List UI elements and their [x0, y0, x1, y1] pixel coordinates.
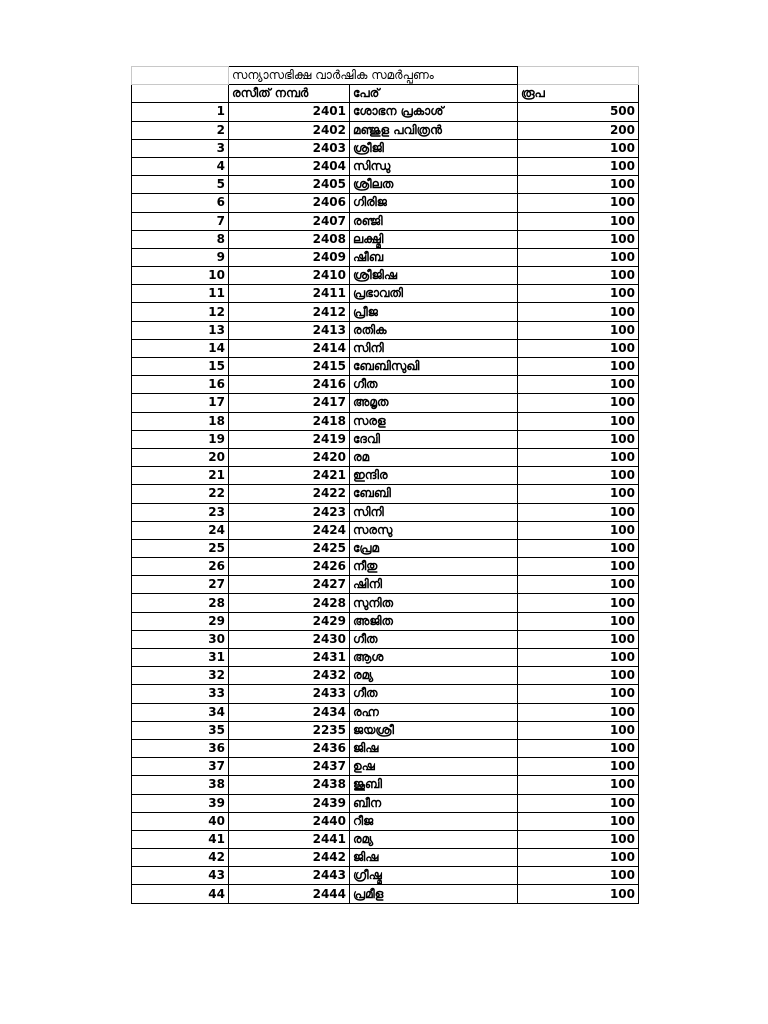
amount-cell: 100: [518, 830, 639, 848]
receipt-number-cell: 2406: [229, 194, 350, 212]
amount-cell: 100: [518, 157, 639, 175]
receipt-number-cell: 2439: [229, 794, 350, 812]
serial-number-cell: 25: [132, 539, 229, 557]
amount-cell: 100: [518, 703, 639, 721]
amount-cell: 500: [518, 103, 639, 121]
amount-cell: 100: [518, 176, 639, 194]
receipt-number-cell: 2436: [229, 739, 350, 757]
name-cell: രഞ്ജി: [350, 212, 518, 230]
name-cell: ഗീത: [350, 630, 518, 648]
amount-cell: 100: [518, 558, 639, 576]
serial-number-cell: 42: [132, 849, 229, 867]
header-row: [132, 85, 639, 103]
serial-number-cell: 8: [132, 230, 229, 248]
name-cell: ദേവി: [350, 430, 518, 448]
receipt-number-cell: 2417: [229, 394, 350, 412]
table-row: [132, 594, 639, 612]
receipt-number-cell: 2429: [229, 612, 350, 630]
name-cell: ഗീത: [350, 376, 518, 394]
amount-cell: 100: [518, 485, 639, 503]
header-amount: രൂപ: [518, 85, 639, 103]
serial-number-cell: 35: [132, 721, 229, 739]
name-cell: ശ്രീജി: [350, 139, 518, 157]
amount-cell: 100: [518, 521, 639, 539]
name-cell: നീതു: [350, 558, 518, 576]
serial-number-cell: 43: [132, 867, 229, 885]
name-cell: ആശ: [350, 649, 518, 667]
name-cell: സരള: [350, 412, 518, 430]
header-serial-blank: [132, 85, 229, 103]
table-row: [132, 285, 639, 303]
amount-cell: 100: [518, 630, 639, 648]
amount-cell: 100: [518, 412, 639, 430]
serial-number-cell: 2: [132, 121, 229, 139]
amount-cell: 100: [518, 649, 639, 667]
receipt-number-cell: 2404: [229, 157, 350, 175]
receipt-number-cell: 2412: [229, 303, 350, 321]
title-row: [132, 67, 639, 85]
serial-number-cell: 32: [132, 667, 229, 685]
table-row: [132, 157, 639, 175]
table-row: [132, 448, 639, 466]
name-cell: രമ്യ: [350, 830, 518, 848]
receipt-number-cell: 2420: [229, 448, 350, 466]
table-row: [132, 176, 639, 194]
receipt-number-cell: 2407: [229, 212, 350, 230]
amount-cell: 100: [518, 849, 639, 867]
serial-number-cell: 23: [132, 503, 229, 521]
name-cell: പ്രീജ: [350, 303, 518, 321]
serial-number-cell: 18: [132, 412, 229, 430]
table-row: [132, 267, 639, 285]
table-row: [132, 685, 639, 703]
receipt-number-cell: 2422: [229, 485, 350, 503]
amount-cell: 100: [518, 248, 639, 266]
receipt-number-cell: 2431: [229, 649, 350, 667]
table-row: [132, 630, 639, 648]
serial-number-cell: 9: [132, 248, 229, 266]
table-row: [132, 649, 639, 667]
receipt-number-cell: 2405: [229, 176, 350, 194]
table-row: [132, 321, 639, 339]
serial-number-cell: 11: [132, 285, 229, 303]
receipt-number-cell: 2410: [229, 267, 350, 285]
receipt-number-cell: 2424: [229, 521, 350, 539]
name-cell: സുനിത: [350, 594, 518, 612]
title-blank-cell-right: [518, 67, 639, 85]
name-cell: ശ്രീജിഷ: [350, 267, 518, 285]
amount-cell: 100: [518, 685, 639, 703]
table-row: [132, 539, 639, 557]
amount-cell: 100: [518, 267, 639, 285]
receipt-number-cell: 2235: [229, 721, 350, 739]
amount-cell: 100: [518, 794, 639, 812]
name-cell: രമ: [350, 448, 518, 466]
serial-number-cell: 13: [132, 321, 229, 339]
table-row: [132, 667, 639, 685]
receipt-number-cell: 2442: [229, 849, 350, 867]
receipt-number-cell: 2409: [229, 248, 350, 266]
name-cell: രഹ്ന: [350, 703, 518, 721]
receipt-number-cell: 2441: [229, 830, 350, 848]
receipt-number-cell: 2413: [229, 321, 350, 339]
table-row: [132, 739, 639, 757]
amount-cell: 100: [518, 539, 639, 557]
table-row: [132, 703, 639, 721]
name-cell: അജിത: [350, 612, 518, 630]
receipt-number-cell: 2418: [229, 412, 350, 430]
name-cell: രമ്യ: [350, 667, 518, 685]
table-row: [132, 503, 639, 521]
amount-cell: 100: [518, 776, 639, 794]
table-row: [132, 212, 639, 230]
amount-cell: 100: [518, 594, 639, 612]
receipt-number-cell: 2423: [229, 503, 350, 521]
name-cell: ലക്ഷ്മി: [350, 230, 518, 248]
name-cell: ജിഷ: [350, 849, 518, 867]
amount-cell: 100: [518, 321, 639, 339]
receipt-number-cell: 2425: [229, 539, 350, 557]
serial-number-cell: 33: [132, 685, 229, 703]
name-cell: ഗ്രീഷ്മ: [350, 867, 518, 885]
serial-number-cell: 12: [132, 303, 229, 321]
amount-cell: 100: [518, 394, 639, 412]
serial-number-cell: 30: [132, 630, 229, 648]
receipt-number-cell: 2433: [229, 685, 350, 703]
name-cell: ശ്രീലത: [350, 176, 518, 194]
receipt-number-cell: 2428: [229, 594, 350, 612]
name-cell: പ്രഭാവതി: [350, 285, 518, 303]
serial-number-cell: 6: [132, 194, 229, 212]
amount-cell: 100: [518, 358, 639, 376]
serial-number-cell: 19: [132, 430, 229, 448]
table-row: [132, 485, 639, 503]
amount-cell: 100: [518, 430, 639, 448]
amount-cell: 100: [518, 612, 639, 630]
amount-cell: 100: [518, 667, 639, 685]
name-cell: ശോഭന പ്രകാശ്: [350, 103, 518, 121]
receipt-number-cell: 2438: [229, 776, 350, 794]
table-row: [132, 394, 639, 412]
receipt-number-cell: 2421: [229, 467, 350, 485]
receipt-number-cell: 2402: [229, 121, 350, 139]
table-row: [132, 885, 639, 903]
header-receipt-number: രസീത് നമ്പർ: [229, 85, 350, 103]
serial-number-cell: 44: [132, 885, 229, 903]
serial-number-cell: 10: [132, 267, 229, 285]
table-row: [132, 339, 639, 357]
table-row: [132, 121, 639, 139]
receipt-number-cell: 2440: [229, 812, 350, 830]
receipt-number-cell: 2427: [229, 576, 350, 594]
name-cell: സരസു: [350, 521, 518, 539]
serial-number-cell: 20: [132, 448, 229, 466]
name-cell: ബേബി: [350, 485, 518, 503]
serial-number-cell: 36: [132, 739, 229, 757]
table-row: [132, 849, 639, 867]
table-row: [132, 303, 639, 321]
table-row: [132, 430, 639, 448]
receipt-number-cell: 2403: [229, 139, 350, 157]
table-row: [132, 376, 639, 394]
serial-number-cell: 22: [132, 485, 229, 503]
table-row: [132, 867, 639, 885]
name-cell: ബേബിസുഖി: [350, 358, 518, 376]
amount-cell: 100: [518, 448, 639, 466]
serial-number-cell: 7: [132, 212, 229, 230]
receipt-number-cell: 2434: [229, 703, 350, 721]
receipt-number-cell: 2444: [229, 885, 350, 903]
table-row: [132, 412, 639, 430]
table-row: [132, 558, 639, 576]
name-cell: ബീന: [350, 794, 518, 812]
serial-number-cell: 14: [132, 339, 229, 357]
name-cell: ഷീബ: [350, 248, 518, 266]
serial-number-cell: 39: [132, 794, 229, 812]
table-row: [132, 103, 639, 121]
serial-number-cell: 15: [132, 358, 229, 376]
serial-number-cell: 41: [132, 830, 229, 848]
name-cell: പ്രമീള: [350, 885, 518, 903]
receipt-number-cell: 2437: [229, 758, 350, 776]
serial-number-cell: 27: [132, 576, 229, 594]
table-row: [132, 776, 639, 794]
table-row: [132, 758, 639, 776]
serial-number-cell: 38: [132, 776, 229, 794]
sheet-title: സന്യാസഭിക്ഷ വാർഷിക സമർപ്പണം: [229, 67, 518, 85]
name-cell: ജൂബി: [350, 776, 518, 794]
serial-number-cell: 3: [132, 139, 229, 157]
name-cell: രതിക: [350, 321, 518, 339]
amount-cell: 100: [518, 812, 639, 830]
name-cell: പ്രേമ: [350, 539, 518, 557]
table-row: [132, 794, 639, 812]
receipt-number-cell: 2401: [229, 103, 350, 121]
table-row: [132, 521, 639, 539]
amount-cell: 100: [518, 376, 639, 394]
amount-cell: 100: [518, 339, 639, 357]
amount-cell: 100: [518, 503, 639, 521]
amount-cell: 100: [518, 576, 639, 594]
table-row: [132, 358, 639, 376]
serial-number-cell: 29: [132, 612, 229, 630]
table-row: [132, 467, 639, 485]
amount-cell: 100: [518, 230, 639, 248]
serial-number-cell: 31: [132, 649, 229, 667]
donation-table: [131, 66, 639, 904]
serial-number-cell: 17: [132, 394, 229, 412]
name-cell: ജയശ്രീ: [350, 721, 518, 739]
header-name: പേര്: [350, 85, 518, 103]
receipt-number-cell: 2426: [229, 558, 350, 576]
name-cell: സിനി: [350, 503, 518, 521]
title-blank-cell: [132, 67, 229, 85]
receipt-number-cell: 2408: [229, 230, 350, 248]
serial-number-cell: 37: [132, 758, 229, 776]
receipt-number-cell: 2419: [229, 430, 350, 448]
amount-cell: 100: [518, 285, 639, 303]
name-cell: റീജ: [350, 812, 518, 830]
donation-table-body: [132, 67, 639, 904]
table-row: [132, 194, 639, 212]
amount-cell: 200: [518, 121, 639, 139]
name-cell: മഞ്ജുള പവിത്രൻ: [350, 121, 518, 139]
amount-cell: 100: [518, 721, 639, 739]
serial-number-cell: 5: [132, 176, 229, 194]
name-cell: ഉഷ: [350, 758, 518, 776]
amount-cell: 100: [518, 885, 639, 903]
serial-number-cell: 1: [132, 103, 229, 121]
name-cell: ഇന്ദിര: [350, 467, 518, 485]
amount-cell: 100: [518, 739, 639, 757]
serial-number-cell: 16: [132, 376, 229, 394]
receipt-number-cell: 2430: [229, 630, 350, 648]
amount-cell: 100: [518, 139, 639, 157]
table-row: [132, 812, 639, 830]
table-row: [132, 230, 639, 248]
amount-cell: 100: [518, 758, 639, 776]
table-row: [132, 576, 639, 594]
name-cell: ഗിരിജ: [350, 194, 518, 212]
amount-cell: 100: [518, 194, 639, 212]
amount-cell: 100: [518, 467, 639, 485]
receipt-number-cell: 2443: [229, 867, 350, 885]
serial-number-cell: 28: [132, 594, 229, 612]
serial-number-cell: 26: [132, 558, 229, 576]
serial-number-cell: 4: [132, 157, 229, 175]
receipt-number-cell: 2411: [229, 285, 350, 303]
serial-number-cell: 34: [132, 703, 229, 721]
amount-cell: 100: [518, 867, 639, 885]
name-cell: സിനി: [350, 339, 518, 357]
amount-cell: 100: [518, 212, 639, 230]
table-row: [132, 248, 639, 266]
receipt-number-cell: 2416: [229, 376, 350, 394]
receipt-number-cell: 2415: [229, 358, 350, 376]
table-row: [132, 612, 639, 630]
name-cell: സിന്ധു: [350, 157, 518, 175]
table-row: [132, 830, 639, 848]
receipt-number-cell: 2414: [229, 339, 350, 357]
receipt-number-cell: 2432: [229, 667, 350, 685]
table-row: [132, 721, 639, 739]
serial-number-cell: 40: [132, 812, 229, 830]
serial-number-cell: 24: [132, 521, 229, 539]
amount-cell: 100: [518, 303, 639, 321]
table-row: [132, 139, 639, 157]
name-cell: ഷിനി: [350, 576, 518, 594]
serial-number-cell: 21: [132, 467, 229, 485]
name-cell: ഗീത: [350, 685, 518, 703]
name-cell: അമൃത: [350, 394, 518, 412]
name-cell: ജിഷ: [350, 739, 518, 757]
